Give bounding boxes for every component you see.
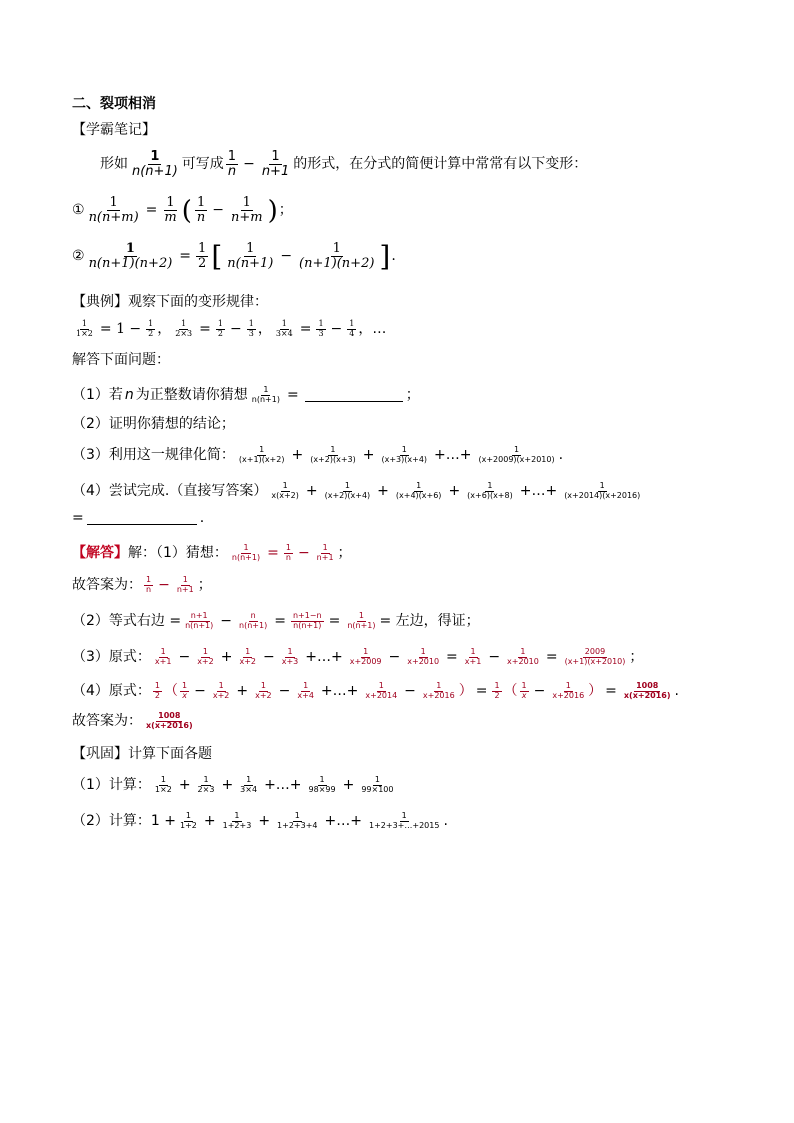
section-title: 二、裂项相消: [72, 96, 156, 112]
example-text: 观察下面的变形规律：: [128, 294, 268, 310]
practice-heading: [72, 746, 734, 763]
question-4-answer-line: = .: [72, 510, 205, 526]
example-heading: [72, 294, 734, 311]
solution-line-4: （3）原式： $\frac{1}{x+1}$ − $\frac{1}{x+2}$ + $\frac{1}{x+2}$ − $\frac{1}{x+3}$ +…+ $\frac{1}{x+2009}$ − $\frac{1}{x+2010}$ = $\frac{1}{x+1}$ − $\frac{1}{x+2010}$ = $\frac{2009}{(x+1)(x+2010)}$ ；: [72, 647, 644, 666]
solution-line-2: 故答案为： $\frac{1}{n}$ − $\frac{1}{n+1}$ ；: [72, 575, 212, 594]
notes-mid: 可写成: [181, 156, 224, 173]
practice-2: （2）计算：1 + $\frac{1}{1+2}$ + $\frac{1}{1+2+3}$ + $\frac{1}{1+2+3+4}$ +…+ $\frac{1}{1+2+3+\dots+2015}$ .: [72, 811, 448, 830]
practice-text: 计算下面各题: [128, 746, 212, 762]
notes-lead: 形如: [100, 156, 128, 173]
formula-1-marker: ①: [72, 202, 85, 219]
solution-line-1: 【解答】 解：（1）猜想： $\frac{1}{n(n+1)}$ = $\frac{1}{n}$ − $\frac{1}{n+1}$ ；: [72, 543, 352, 562]
notes-fraction-b: $\frac{1}{n+1}$: [261, 149, 290, 180]
example-label: 【典例】: [72, 294, 128, 310]
solution-line-5: （4）原式： $\frac{1}{2}$ （ $\frac{1}{x}$ − $\frac{1}{x+2}$ + $\frac{1}{x+2}$ − $\frac{1}{x+4}$ +…+ $\frac{1}{x+2014}$ − $\frac{1}{x+2016}$ ） = $\frac{1}{2}$ （ $\frac{1}{x}$ − $\frac{1}{x+2016}$ ） = $\frac{1008}{x(x+2016)}$ .: [72, 681, 679, 700]
question-2: （2）证明你猜想的结论；: [72, 416, 235, 432]
answer-blank-4[interactable]: [87, 512, 197, 525]
notes-fraction-main: $\frac{1}{n(n+1)}$: [132, 149, 178, 180]
answer-blank-1[interactable]: [305, 389, 403, 402]
solution-line-3: （2）等式右边 = $\frac{n+1}{n(n+1)}$ − $\frac{n}{n(n+1)}$ = $\frac{n+1-n}{n(n+1)}$ = $\frac{1}{n(n+1)}$ = 左边，得证；: [72, 611, 480, 630]
formula-2-marker: ②: [72, 248, 85, 265]
question-4: （4）尝试完成.（直接写答案） $\frac{1}{x(x+2)}$ + $\frac{1}{(x+2)(x+4)}$ + $\frac{1}{(x+4)(x+6)}$ + $\frac{1}{(x+6)(x+8)}$ +…+ $\frac{1}{(x+2014)(x+2016)}$: [72, 481, 641, 500]
formula-2: ② $\frac{1}{n(n+1)(n+2)}$ = $\frac{1}{2}$ [ $\frac{1}{n(n+1)}$ − $\frac{1}{(n+1)(n+2)}$ ] .: [72, 239, 396, 273]
example-rule: $\frac{1}{1\times 2}$ = 1 − $\frac{1}{2}$ ， $\frac{1}{2\times 3}$ = $\frac{1}{2}$ − $\frac{1}{3}$ ， $\frac{1}{3\times 4}$ = $\frac{1}{3}$ − $\frac{1}{4}$ ，…: [76, 319, 387, 338]
solution-label: 【解答】: [72, 544, 128, 561]
practice-label: 【巩固】: [72, 746, 128, 762]
formula-1: ① $\frac{1}{n(n+m)}$ = $\frac{1}{m}$ ( $\frac{1}{n}$ − $\frac{1}{n+m}$ ) ；: [72, 195, 293, 226]
question-1: （1）若 n 为正整数请你猜想 $\frac{1}{n(n+1)}$ = ；: [72, 385, 420, 404]
notes-label: 【学霸笔记】: [72, 122, 156, 138]
answer-intro: 解答下面问题：: [72, 352, 170, 368]
notes-fraction-a: $\frac{1}{n}$: [227, 149, 237, 180]
notes-tail: 的形式，在分式的简便计算中常常有以下变形：: [293, 156, 588, 173]
practice-1: （1）计算： $\frac{1}{1\times 2}$ + $\frac{1}{2\times 3}$ + $\frac{1}{3\times 4}$ +…+ $\frac{1}{98\times 99}$ + $\frac{1}{99\times 100}$: [72, 775, 394, 794]
question-3: （3）利用这一规律化简： $\frac{1}{(x+1)(x+2)}$ + $\frac{1}{(x+2)(x+3)}$ + $\frac{1}{(x+3)(x+4)}$ +…+ $\frac{1}{(x+2009)(x+2010)}$ .: [72, 445, 564, 464]
solution-line-6: 故答案为： $\frac{1008}{x(x+2016)}$: [72, 711, 193, 730]
notes-text: 形如 $\frac{1}{n(n+1)}$ 可写成 $\frac{1}{n}$ − $\frac{1}{n+1}$ 的形式，在分式的简便计算中常常有以下变形：: [100, 149, 588, 180]
